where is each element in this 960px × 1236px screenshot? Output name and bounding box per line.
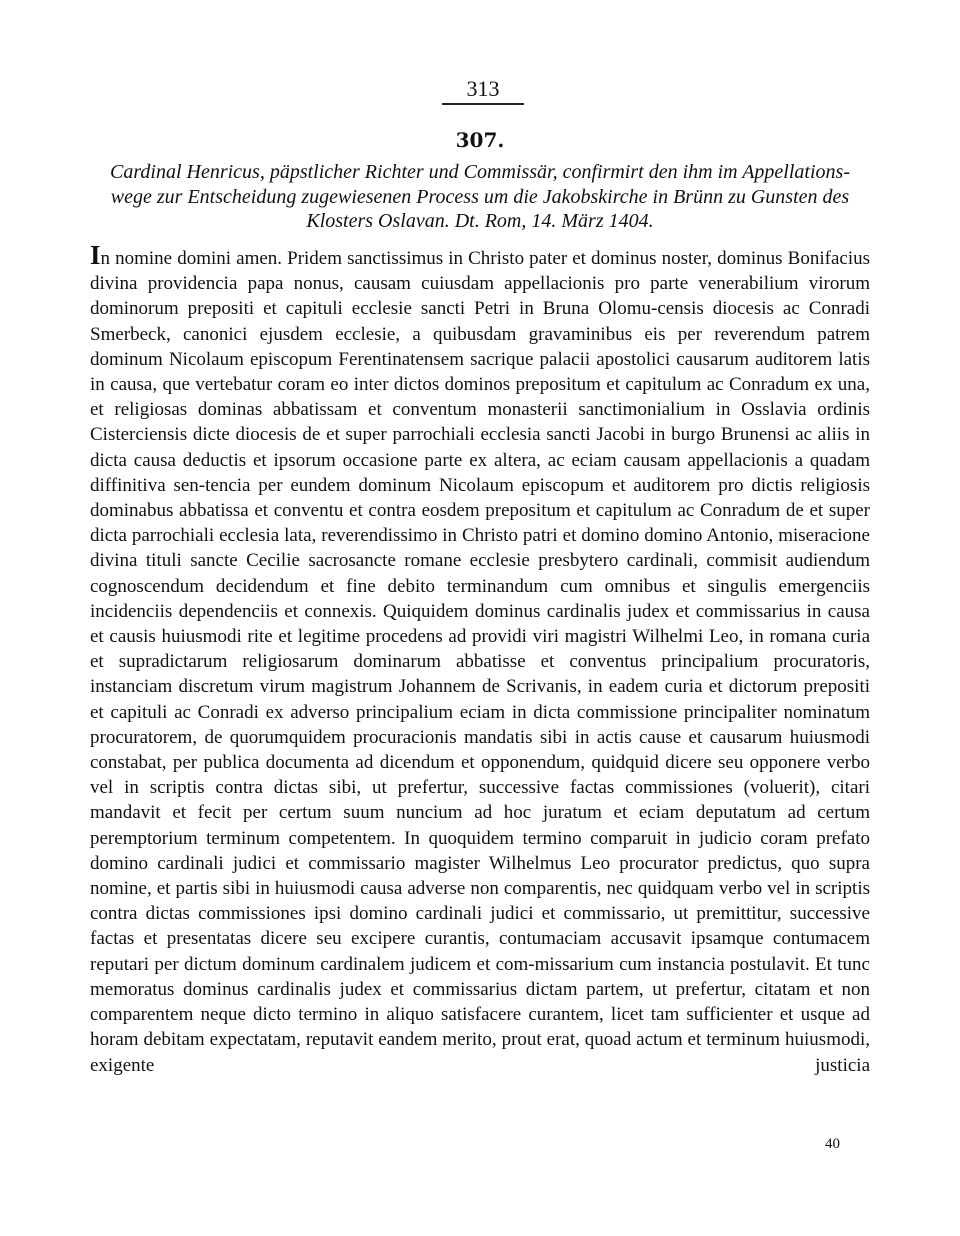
- body-text: n nomine domini amen. Pridem sanctissimus in Christo pater et dominus noster, dominus Bonifacius divina providencia papa nonus, causam cuiusdam appellacionis pro parte venerabilium virorum dominorum prepositi et capituli ecclesie sancti Petri in Bruna Olomu-censis diocesis ac Conradi Smerbeck, canonici ejusdem ecclesie, a quibusdam gravaminibus eis per reverendum patrem dominum Nicolaum episcopum Ferentinatensem sacrique palacii apostolici causarum auditorem latis in causa, que vertebatur coram eo inter dictos dominos prepositum et capitulum ac Conradum ex una, et religiosas dominas abbatissam et conventum monasterii sanctimonialium in Osslavia ordinis Cisterciensis dicte diocesis de et super parrochiali ecclesia sancti Jacobi in burgo Brunensi ac aliis in dicta causa deductis et ipsorum occasione parte ex altera, ac eciam causam appellacionis a quadam diffinitiva sen-tencia per eundem dominum Nicolaum episcopum et auditorem pro dictis religiosis dominabus abbatissa et conventu et contra eosdem prepositum et capitulum ac Conradum de et super dicta parrochiali ecclesia lata, reverendissimo in Christo patri et domino domino Antonio, miseracione divina tituli sancte Cecilie sacrosancte romane ecclesie presbytero cardinali, commisit audiendum cognoscendum decidendum et fine debito terminandum cum omnibus et singulis emergenciis incidenciis dependenciis et connexis. Quiquidem dominus cardinalis judex et commissarius in causa et causis huiusmodi rite et legitime procedens ad providi viri magistri Wilhelmi Leo, in romana curia et supradictarum religiosarum dominarum abbatisse et conventus principalium procuratoris, instanciam discretum virum magistrum Johannem de Scrivanis, in eadem curia et dictorum prepositi et capituli ac Conradi ex adverso principalium eciam in dicta commissione principaliter nominatum procuratorem, de quorumquidem procuracionis mandatis sibi in actis cause et causarum huiusmodi constabat, per publica documenta ad dicendum et opponendum, quidquid dicere seu opponere verbo vel in scriptis contra dictas sibi, ut prefertur, successive factas commissiones (voluerit), citari mandavit et fecit per certum suum nuncium ad hoc juratum et eciam deputatum ad certum peremptorium terminum competentem. In quoquidem termino comparuit in judicio coram prefato domino cardinali judici et commissario magister Wilhelmus Leo procurator predictus, quo supra nomine, et partis sibi in huiusmodi causa adverse non comparentis, nec quidquam verbo vel in scriptis contra dictas commissiones ipsi domino cardinali judici et commissario, ut premittitur, successive factas et presentatas dicere seu excipere curantis, contumaciam accusavit ipsamque contumacem reputari per dictum dominum cardinalem judicem et com-missarium cum instancia postulavit. Et tunc memoratus dominus cardinalis judex et commissarius dictam partem, ut prefertur, citatam et non comparentem neque dicto termino in aliquo satisfacere curantem, licet tam sufficienter et usque ad horam debitam expectatam, reputavit eandem merito, prout erat, quoad actum et terminum huiusmodi, exigente justicia: [90, 248, 870, 1076]
- sheet-signature-mark: 40: [825, 1136, 840, 1152]
- page-number-rule: [442, 103, 524, 105]
- document-header: Cardinal Henricus, päpstlicher Richter und Commissär, confirmirt den ihm im Appellations-wege zur Entscheidung zugewiesenen Process um die Jakobskirche in Brünn zu Gunsten des Klosters Oslavan. Dt. Rom, 14. März 1404.: [110, 161, 850, 232]
- drop-initial: I: [90, 240, 101, 270]
- document-body: [90, 240, 870, 1078]
- document-number: 307.: [455, 128, 505, 152]
- page-number: 313: [466, 76, 500, 101]
